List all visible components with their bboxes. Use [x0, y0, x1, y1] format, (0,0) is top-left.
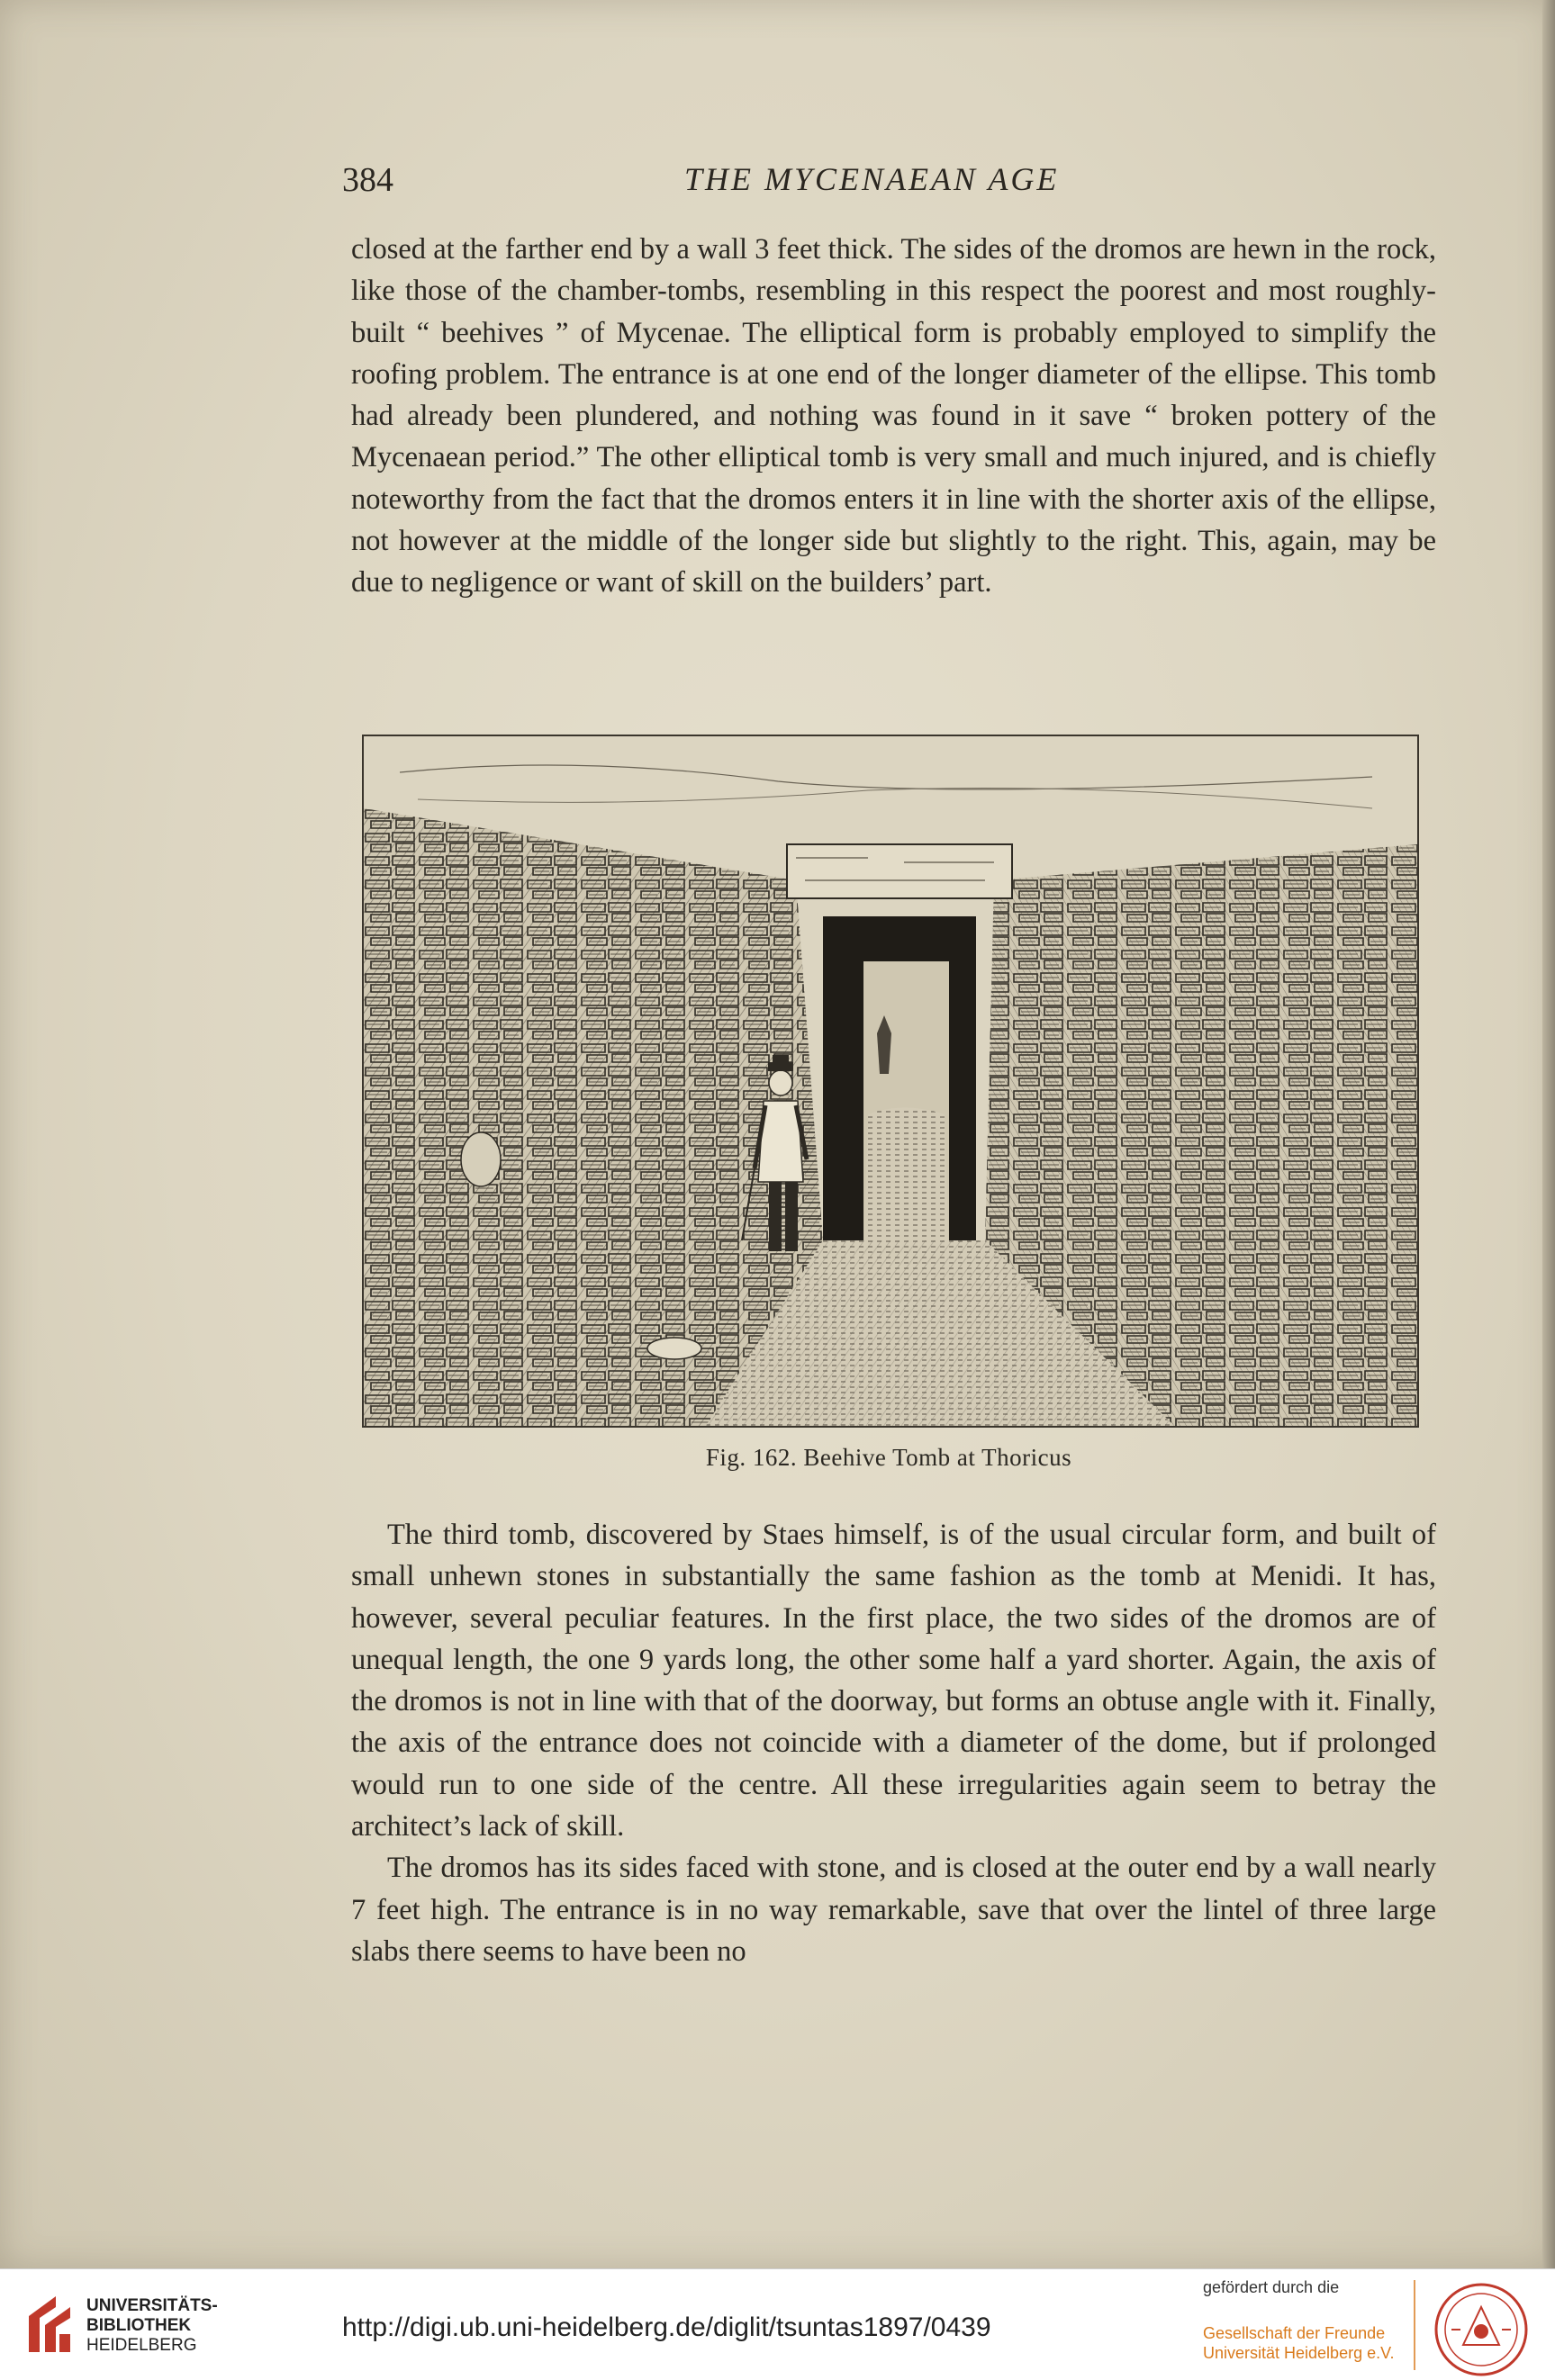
sponsor-name — [1203, 2323, 1394, 2363]
running-title: THE MYCENAEAN AGE — [684, 161, 1060, 197]
library-name-line: UNIVERSITÄTS- — [86, 2296, 218, 2315]
library-name-line: HEIDELBERG — [86, 2336, 197, 2355]
paragraph: closed at the farther end by a wall 3 feet thick. The sides of the dromos are hewn in the rock, like those of the chamber-tombs, resembling in this respect the poorest and most roughly-built “ beehives ” of Mycenae. The elliptical form is probably employed to simplify the roofing problem. The entrance is at one end of the longer diameter of the ellipse. This tomb had already been plundered, and nothing was found in it save “ broken pottery of the Mycenaean period.” The other elliptical tomb is very small and much injured, and is chiefly noteworthy from the fact that the dromos enters it in line with the shorter axis of the ellipse, not however at the middle of the longer side but slightly to the right. This, again, may be due to negligence or want of skill on the builders’ part. — [351, 233, 1436, 600]
digitization-footer — [0, 2268, 1555, 2380]
permalink-url[interactable]: http://digi.ub.uni-heidelberg.de/diglit/tsuntas1897/0439 — [342, 2312, 991, 2342]
page-header — [342, 160, 1423, 214]
book-spine-shadow — [1542, 0, 1555, 2268]
page-number: 384 — [342, 161, 393, 199]
university-library-logo-icon — [20, 2289, 79, 2359]
sponsor-label: gefördert durch die — [1203, 2278, 1340, 2296]
body-text-bottom — [351, 1514, 1436, 1972]
library-name — [86, 2296, 218, 2356]
paragraph: The dromos has its sides faced with stone, and is closed at the outer end by a wall nearly 7 feet high. The entrance is in no way remarkable, save that over the lintel of three large slabs there seems to have been no — [351, 1852, 1436, 1968]
library-name-line: BIBLIOTHEK — [86, 2316, 192, 2335]
sponsor-name-line: Universität Heidelberg e.V. — [1203, 2344, 1395, 2362]
figure-caption: Fig. 162. Beehive Tomb at Thoricus — [705, 1444, 1072, 1471]
figure-illustration — [362, 735, 1419, 1428]
body-text-top — [351, 229, 1436, 604]
university-seal-icon — [1433, 2282, 1529, 2377]
paragraph: The third tomb, discovered by Staes himself, is of the usual circular form, and built of small unhewn stones in substantially the same fashion as the tomb at Menidi. It has, however, several peculiar features. In the first place, the two sides of the dromos are of unequal length, the one 9 yards long, the other some half a yard shorter. Again, the axis of the dromos is not in line with that of the doorway, but forms an obtuse angle with it. Finally, the axis of the entrance does not coincide with a diameter of the dome, but if prolonged would run to one side of the centre. All these irregularities again seem to betray the architect’s lack of skill. — [351, 1519, 1436, 1844]
divider — [1414, 2280, 1415, 2370]
beehive-tomb-engraving — [364, 736, 1417, 1426]
sponsor-name-line: Gesellschaft der Freunde — [1203, 2324, 1386, 2342]
